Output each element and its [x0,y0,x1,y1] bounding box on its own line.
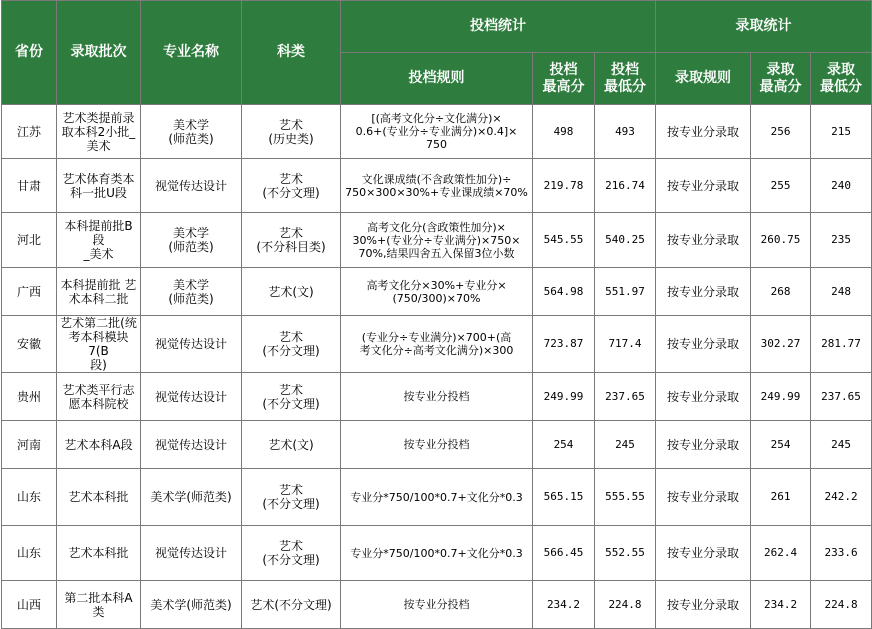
cell-lq-max: 234.2 [751,581,811,629]
cell-td-min: 245 [595,421,656,469]
cell-lq-min: 233.6 [811,526,872,581]
cell-province: 山东 [2,526,57,581]
cell-lq-min: 224.8 [811,581,872,629]
cell-td-max: 723.87 [533,316,595,373]
cell-province: 山东 [2,469,57,526]
header-tou-dang-group: 投档统计 [341,1,656,53]
cell-province: 贵州 [2,373,57,421]
cell-td-rule: 按专业分投档 [341,581,533,629]
cell-td-max: 249.99 [533,373,595,421]
cell-lq-min: 245 [811,421,872,469]
cell-td-rule: 专业分*750/100*0.7+文化分*0.3 [341,526,533,581]
cell-td-rule: (专业分÷专业满分)×700+(高 考文化分÷高考文化满分)×300 [341,316,533,373]
table-row [2,421,872,469]
cell-lq-max: 262.4 [751,526,811,581]
cell-lq-max: 254 [751,421,811,469]
cell-td-max: 254 [533,421,595,469]
cell-td-rule: 文化课成绩(不含政策性加分)÷ 750×300×30%+专业课成绩×70% [341,159,533,213]
cell-td-max: 545.55 [533,213,595,268]
cell-td-max: 219.78 [533,159,595,213]
cell-subject: 艺术 (不分文理) [242,469,341,526]
cell-province: 山西 [2,581,57,629]
cell-td-rule: 高考文化分×30%+专业分× (750/300)×70% [341,268,533,316]
cell-lq-max: 255 [751,159,811,213]
cell-lq-rule: 按专业分录取 [656,268,751,316]
cell-batch: 艺术类提前录 取本科2小批_ 美术 [57,105,141,159]
cell-subject: 艺术 (历史类) [242,105,341,159]
cell-province: 河南 [2,421,57,469]
cell-batch: 艺术本科A段 [57,421,141,469]
cell-major: 美术学 (师范类) [141,105,242,159]
cell-subject: 艺术 (不分文理) [242,316,341,373]
header-lu-qu-max: 录取 最高分 [751,53,811,105]
cell-subject: 艺术 (不分文理) [242,373,341,421]
cell-td-rule: [(高考文化分÷文化满分)× 0.6+(专业分÷专业满分)×0.4]× 750 [341,105,533,159]
table-row [2,373,872,421]
cell-td-min: 224.8 [595,581,656,629]
cell-lq-rule: 按专业分录取 [656,105,751,159]
table-row [2,581,872,629]
cell-td-min: 552.55 [595,526,656,581]
header-tou-dang-min: 投档 最低分 [595,53,656,105]
cell-lq-rule: 按专业分录取 [656,316,751,373]
cell-province: 河北 [2,213,57,268]
table-row [2,213,872,268]
cell-td-max: 498 [533,105,595,159]
cell-lq-max: 302.27 [751,316,811,373]
cell-major: 视觉传达设计 [141,421,242,469]
cell-lq-min: 242.2 [811,469,872,526]
table-row [2,469,872,526]
cell-lq-min: 240 [811,159,872,213]
cell-lq-rule: 按专业分录取 [656,421,751,469]
cell-td-min: 555.55 [595,469,656,526]
cell-subject: 艺术 (不分文理) [242,159,341,213]
header-tou-dang-rule: 投档规则 [341,53,533,105]
table-row [2,105,872,159]
cell-lq-max: 249.99 [751,373,811,421]
admission-table [1,0,872,629]
cell-td-min: 717.4 [595,316,656,373]
cell-lq-rule: 按专业分录取 [656,159,751,213]
cell-lq-min: 281.77 [811,316,872,373]
cell-major: 视觉传达设计 [141,159,242,213]
cell-lq-min: 235 [811,213,872,268]
cell-province: 甘肃 [2,159,57,213]
cell-subject: 艺术(不分文理) [242,581,341,629]
cell-lq-max: 268 [751,268,811,316]
cell-major: 视觉传达设计 [141,373,242,421]
cell-province: 江苏 [2,105,57,159]
cell-td-rule: 按专业分投档 [341,421,533,469]
cell-batch: 艺术类平行志 愿本科院校 [57,373,141,421]
cell-subject: 艺术(文) [242,421,341,469]
table-row [2,526,872,581]
cell-td-min: 540.25 [595,213,656,268]
cell-batch: 艺术第二批(统 考本科模块7(B 段) [57,316,141,373]
header-lu-qu-min: 录取 最低分 [811,53,872,105]
cell-batch: 艺术体育类本 科一批U段 [57,159,141,213]
cell-batch: 艺术本科批 [57,526,141,581]
cell-td-rule: 高考文化分(含政策性加分)× 30%+(专业分÷专业满分)×750× 70%,结果四舍五入保留3位小数 [341,213,533,268]
cell-province: 安徽 [2,316,57,373]
table-row [2,316,872,373]
cell-lq-rule: 按专业分录取 [656,213,751,268]
cell-major: 美术学 (师范类) [141,213,242,268]
cell-td-max: 234.2 [533,581,595,629]
header-tou-dang-max: 投档 最高分 [533,53,595,105]
table-row [2,268,872,316]
cell-td-max: 564.98 [533,268,595,316]
cell-td-max: 566.45 [533,526,595,581]
cell-td-rule: 专业分*750/100*0.7+文化分*0.3 [341,469,533,526]
cell-lq-rule: 按专业分录取 [656,581,751,629]
cell-lq-rule: 按专业分录取 [656,526,751,581]
cell-batch: 本科提前批 艺 术本科二批 [57,268,141,316]
cell-lq-max: 256 [751,105,811,159]
cell-lq-min: 248 [811,268,872,316]
cell-lq-min: 215 [811,105,872,159]
cell-lq-rule: 按专业分录取 [656,469,751,526]
cell-td-max: 565.15 [533,469,595,526]
header-batch: 录取批次 [57,1,141,105]
cell-batch: 本科提前批B段 _美术 [57,213,141,268]
cell-major: 美术学 (师范类) [141,268,242,316]
cell-lq-max: 261 [751,469,811,526]
cell-major: 视觉传达设计 [141,316,242,373]
cell-batch: 艺术本科批 [57,469,141,526]
cell-major: 美术学(师范类) [141,469,242,526]
cell-subject: 艺术 (不分科目类) [242,213,341,268]
cell-major: 视觉传达设计 [141,526,242,581]
cell-subject: 艺术(文) [242,268,341,316]
cell-major: 美术学(师范类) [141,581,242,629]
header-province: 省份 [2,1,57,105]
cell-lq-max: 260.75 [751,213,811,268]
cell-lq-min: 237.65 [811,373,872,421]
cell-td-min: 551.97 [595,268,656,316]
cell-td-min: 237.65 [595,373,656,421]
header-major: 专业名称 [141,1,242,105]
header-subject: 科类 [242,1,341,105]
cell-subject: 艺术 (不分文理) [242,526,341,581]
cell-province: 广西 [2,268,57,316]
header-lu-qu-rule: 录取规则 [656,53,751,105]
cell-batch: 第二批本科A类 [57,581,141,629]
header-lu-qu-group: 录取统计 [656,1,872,53]
cell-td-rule: 按专业分投档 [341,373,533,421]
cell-td-min: 493 [595,105,656,159]
table-row [2,159,872,213]
cell-td-min: 216.74 [595,159,656,213]
cell-lq-rule: 按专业分录取 [656,373,751,421]
